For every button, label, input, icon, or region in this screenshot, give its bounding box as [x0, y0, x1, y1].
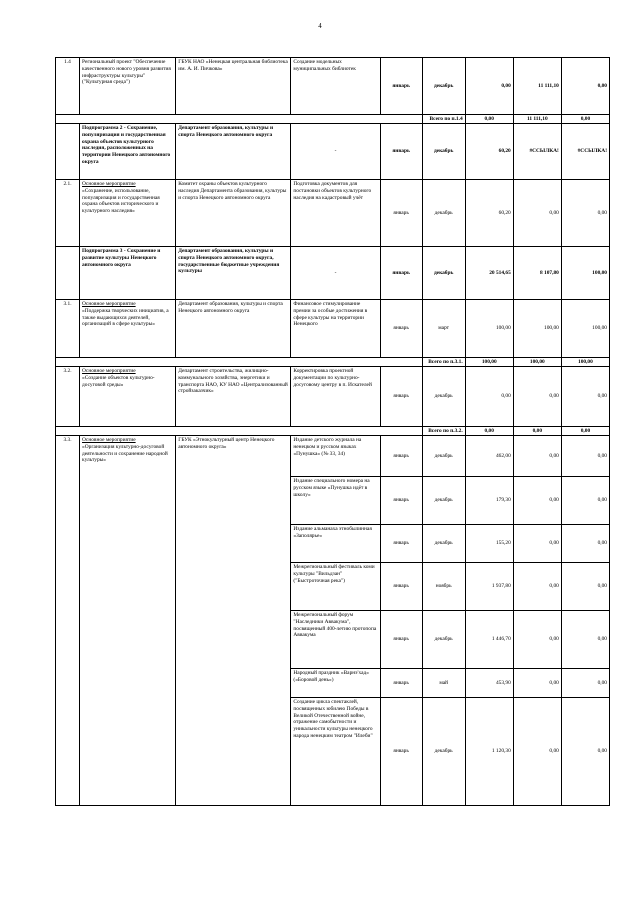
result: Корректировка проектной документации по культурно-досуговому центру в п. Искателей [291, 367, 380, 427]
measure-name-cell [80, 180, 176, 247]
value-2: 0,00 [513, 698, 561, 806]
start-month: январь [380, 124, 422, 180]
total-value-2: 100,00 [513, 358, 561, 367]
measure-name-cell [80, 300, 176, 358]
measure-type: Основное мероприятие [82, 181, 136, 187]
result: Создание модельных муниципальных библиотек [291, 58, 380, 115]
start-month: январь [380, 477, 422, 525]
total-value-1: 0,00 [465, 115, 513, 124]
value-3: 0,00 [561, 58, 609, 115]
end-month: декабрь [422, 698, 465, 806]
value-3: 0,00 [561, 698, 609, 806]
table-row [56, 58, 610, 115]
value-2: 0,00 [513, 180, 561, 247]
result: Издание альманаха этнобылинная «Заполярье» [291, 525, 380, 563]
total-row [56, 427, 610, 436]
row-number: 1.4 [56, 58, 80, 115]
total-value-1: 100,00 [465, 358, 513, 367]
result: Народный праздник «Варнэ'хад» («Боровой день») [291, 669, 380, 698]
table-row [56, 367, 610, 427]
start-month: январь [380, 611, 422, 669]
value-3: 100,00 [561, 300, 609, 358]
value-1: 100,00 [465, 300, 513, 358]
value-2: 0,00 [513, 669, 561, 698]
row-number: 2.1. [56, 180, 80, 247]
value-3: 0,00 [561, 611, 609, 669]
total-value-3: 0,00 [561, 115, 609, 124]
value-1: 179,30 [465, 477, 513, 525]
total-value-3: 0,00 [561, 427, 609, 436]
result: Издание специального номера на русском языке «Пунушка идёт в школу» [291, 477, 380, 525]
start-month: январь [380, 525, 422, 563]
value-1: 0,00 [465, 367, 513, 427]
value-1: 453,90 [465, 669, 513, 698]
end-month: декабрь [422, 124, 465, 180]
end-month: декабрь [422, 58, 465, 115]
end-month: ноябрь [422, 563, 465, 611]
row-number: 3.1. [56, 300, 80, 358]
start-month: январь [380, 247, 422, 300]
value-2: 8 107,80 [513, 247, 561, 300]
total-value-2: 11 111,10 [513, 115, 561, 124]
total-value-3: 100,00 [561, 358, 609, 367]
result: Подготовка документов для постановки объектов культурного наследия на кадастровый учёт [291, 180, 380, 247]
value-2: 100,00 [513, 300, 561, 358]
total-row [56, 358, 610, 367]
end-month: декабрь [422, 611, 465, 669]
start-month: январь [380, 300, 422, 358]
value-3: 0,00 [561, 436, 609, 477]
measure-type: Основное мероприятие [82, 368, 136, 374]
value-2: 0,00 [513, 436, 561, 477]
result: - [291, 124, 380, 180]
start-month: январь [380, 367, 422, 427]
total-label: Всего по п.3.2. [422, 427, 465, 436]
value-1: 1 446,70 [465, 611, 513, 669]
table-row [56, 124, 610, 180]
row-number [56, 247, 80, 300]
row-number: 3.3. [56, 436, 80, 806]
executor: Комитет охраны объектов культурного наследия Департамента образования, культуры и спорта Ненецкого автономного округа [176, 180, 291, 247]
total-label: Всего по п.1.4 [422, 115, 465, 124]
end-month: декабрь [422, 436, 465, 477]
measure-name-cell [80, 367, 176, 427]
result: - [291, 247, 380, 300]
value-2: 0,00 [513, 611, 561, 669]
value-3: #ССЫЛКА! [561, 124, 609, 180]
executor: ГБУК НАО «Ненецкая центральная библиотека им. А. И. Пичкова» [176, 58, 291, 115]
value-2: 0,00 [513, 525, 561, 563]
page-number: 4 [318, 22, 322, 30]
value-2: 11 111,10 [513, 58, 561, 115]
measure-name: «Поддержка творческих инициатив, а также выдающихся деятелей, организаций в сфере культуры» [82, 307, 169, 328]
executor: Департамент образования, культуры и спорта Ненецкого автономного округа [176, 124, 291, 180]
value-2: 0,00 [513, 367, 561, 427]
value-3: 0,00 [561, 367, 609, 427]
measure-name: Региональный проект "Обеспечение качественного нового уровня развития инфраструктуры культуры" ("Культурная среда") [80, 58, 176, 115]
measure-name-cell [80, 436, 176, 806]
start-month: январь [380, 180, 422, 247]
executor: Департамент строительства, жилищно-коммунального хозяйства, энергетики и транспорта НАО, КУ НАО «Централизованный стройзаказчик» [176, 367, 291, 427]
row-number: 3.2. [56, 367, 80, 427]
start-month: январь [380, 698, 422, 806]
measure-type: Основное мероприятие [82, 437, 136, 443]
value-3: 0,00 [561, 563, 609, 611]
value-2: 0,00 [513, 477, 561, 525]
result: Издание детского журнала на ненецком и русском языках «Пунушка» (№ 33, 34) [291, 436, 380, 477]
total-value-2: 0,00 [513, 427, 561, 436]
start-month: январь [380, 436, 422, 477]
table-row [56, 180, 610, 247]
value-2: 0,00 [513, 563, 561, 611]
end-month: декабрь [422, 247, 465, 300]
table-row [56, 247, 610, 300]
start-month: январь [380, 669, 422, 698]
measure-name: Подпрограмма 2 - Сохранение, популяризация и государственная охрана объектов культурного наследия, расположенных на территории Ненецкого автономного округа [80, 124, 176, 180]
total-label: Всего по п.3.1. [422, 358, 465, 367]
value-1: 462,00 [465, 436, 513, 477]
value-3: 0,00 [561, 669, 609, 698]
value-1: 0,00 [465, 58, 513, 115]
measure-type: Основное мероприятие [82, 301, 136, 307]
end-month: декабрь [422, 477, 465, 525]
table-row [56, 300, 610, 358]
start-month: январь [380, 563, 422, 611]
value-1: 20 514,65 [465, 247, 513, 300]
executor: ГБУК «Этнокультурный центр Ненецкого автономного округа» [176, 436, 291, 806]
end-month: декабрь [422, 367, 465, 427]
executor: Департамент образования, культуры и спорта Ненецкого автономного округа, государственные бюджетные учреждения культуры [176, 247, 291, 300]
value-1: 1 937,80 [465, 563, 513, 611]
value-1: 60,20 [465, 124, 513, 180]
value-1: 60,20 [465, 180, 513, 247]
end-month: декабрь [422, 180, 465, 247]
measure-name: Подпрограмма 3 - Сохранение и развитие культуры Ненецкого автономного округа [80, 247, 176, 300]
executor: Департамент образования, культуры и спорта Ненецкого автономного округа [176, 300, 291, 358]
measure-name: «Организация культурно-досуговой деятельности и сохранение народной культуры» [82, 443, 168, 464]
result: Межрегиональный фестиваль коми культуры "Вильдзан" ("Быстроточная река") [291, 563, 380, 611]
end-month: март [422, 300, 465, 358]
value-3: 100,00 [561, 247, 609, 300]
value-3: 0,00 [561, 525, 609, 563]
program-table [55, 57, 610, 806]
value-3: 0,00 [561, 477, 609, 525]
measure-name: «Создание объектов культурно-досуговой среды» [82, 374, 155, 388]
end-month: май [422, 669, 465, 698]
value-1: 1 120,30 [465, 698, 513, 806]
table-row [56, 436, 610, 477]
value-1: 155,20 [465, 525, 513, 563]
result: Создание цикла спектаклей, посвященных юбилею Победы в Великой Отечественной войне, отражение самобытности и уникальности культуры ненецкого народа ненецким театром "Илеби" [291, 698, 380, 806]
total-value-1: 0,00 [465, 427, 513, 436]
row-number [56, 124, 80, 180]
start-month: январь [380, 58, 422, 115]
value-2: #ССЫЛКА! [513, 124, 561, 180]
value-3: 0,00 [561, 180, 609, 247]
measure-name: «Сохранение, использование, популяризация и государственная охрана объектов исторического и культурного наследия» [82, 187, 160, 214]
result: Финансовое стимулирование премии за особые достижения в сфере культуры на территории Ненецкого [291, 300, 380, 358]
end-month: декабрь [422, 525, 465, 563]
result: Межрегиональный форум "Наследники Аввакума", посвященный 400-летию протопопа Аввакума [291, 611, 380, 669]
total-row [56, 115, 610, 124]
